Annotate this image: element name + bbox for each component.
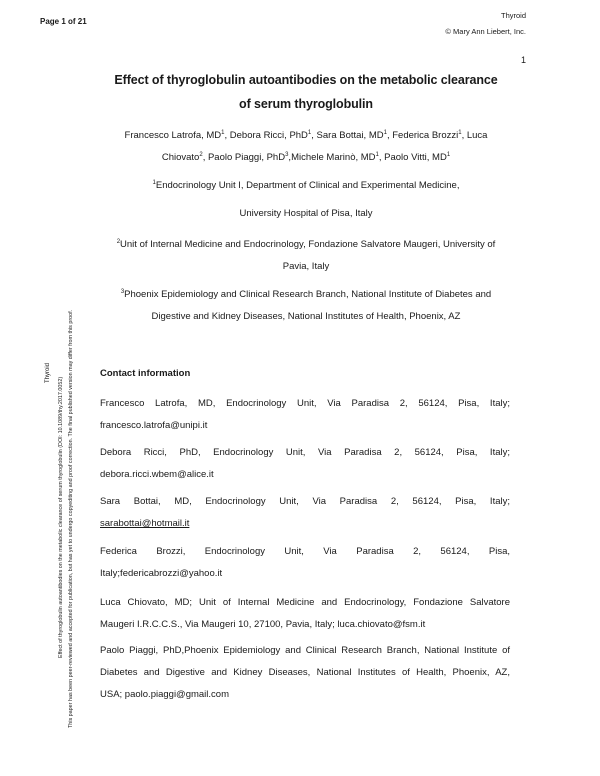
email-link[interactable]: sarabottai@hotmail.it	[100, 518, 190, 529]
contact-entry: Debora Ricci, PhD, Endocrinology Unit, Via Paradisa 2, 56124, Pisa, Italy; debora.ricci.wbem@alice.it	[100, 447, 510, 480]
author: Debora Ricci, PhD	[229, 130, 308, 141]
email-link[interactable]: francesco.latrofa@unipi.it	[100, 420, 208, 431]
article-title	[100, 68, 512, 116]
author-list	[100, 125, 512, 169]
author: Francesco Latrofa, MD	[124, 130, 222, 141]
page-number: 1	[520, 55, 526, 65]
contact-entry: Luca Chiovato, MD; Unit of Internal Medicine and Endocrinology, Fondazione Salvatore Maugeri I.R.C.C.S., Via Maugeri 10, 27100, Pavia, Italy; luca.chiovato@fsm.it	[100, 597, 510, 630]
affiliation-2: $^2$Unit of Internal Medicine and Endocrinology, Fondazione Salvatore Maugeri, University of Pavia, Italy	[116, 238, 496, 272]
journal-name: Thyroid	[500, 11, 526, 20]
contact-entry: Federica Brozzi, Endocrinology Unit, Via Paradisa 2, 56124, Pisa, Italy;federicabrozzi@yahoo.it	[100, 546, 510, 579]
author: Paolo Vitti, MD	[384, 152, 447, 163]
author: Federica Brozzi	[392, 130, 459, 141]
title-line-2: of serum thyroglobulin	[239, 97, 373, 111]
sidebar-doi-line: Effect of thyroglobulin autoantibodies on the metabolic clearance of serum thyroglobulin (DOI: 10.1089/thy.2017.0052)	[58, 376, 64, 658]
contact-entry: Francesco Latrofa, MD, Endocrinology Unit, Via Paradisa 2, 56124, Pisa, Italy; francesco.latrofa@unipi.it	[100, 398, 510, 431]
author: Sara Bottai, MD	[316, 130, 384, 141]
contact-heading: Contact information	[100, 368, 191, 379]
email-link[interactable]: Italy;federicabrozzi@yahoo.it	[100, 568, 223, 579]
author-line-2: Chiovato$^2$, Paolo Piaggi, PhD$^3$,Michele Marinò, $MD^1$, Paolo Vitti, $MD^1$	[161, 151, 451, 163]
copyright-notice: © Mary Ann Liebert, Inc.	[445, 27, 526, 36]
sidebar-journal: Thyroid	[45, 362, 51, 383]
affiliation-1: $^1$Endocrinology Unit I, Department of Clinical and Experimental Medicine, University Hospital of Pisa, Italy	[152, 179, 460, 219]
contact-entry: Sara Bottai, MD, Endocrinology Unit, Via Paradisa 2, 56124, Pisa, Italy; sarabottai@hotmail.it	[100, 496, 510, 529]
author: Paolo Piaggi, PhD	[207, 152, 286, 163]
author: Michele Marinò, MD	[291, 152, 376, 163]
page-counter: Page 1 of 21	[40, 17, 87, 26]
author-line-1: Francesco Latrofa, $MD^1$, Debora Ricci, PhD$^1$, Sara Bottai, $MD^1$, Federica Brozzi$^1$, Luca	[124, 129, 488, 141]
affiliation-3: $^3$Phoenix Epidemiology and Clinical Research Branch, National Institute of Diabetes and Digestive and Kidney Diseases, National Institutes of Health, Phoenix, AZ	[120, 288, 492, 322]
contact-entry: Paolo Piaggi, PhD,Phoenix Epidemiology and Clinical Research Branch, National Institute of Diabetes and Digestive and Kidney Diseases, National Institutes of Health, Phoenix, AZ, USA; paolo.piaggi@gmail.com	[100, 645, 510, 700]
email-link[interactable]: debora.ricci.wbem@alice.it	[100, 469, 214, 480]
sidebar-disclaimer-line: This paper has been peer-reviewed and accepted for publication, but has yet to undergo copyediting and proof correction. The final published version may differ from this proof.	[68, 309, 74, 728]
title-line-1: Effect of thyroglobulin autoantibodies on the metabolic clearance	[114, 73, 498, 87]
